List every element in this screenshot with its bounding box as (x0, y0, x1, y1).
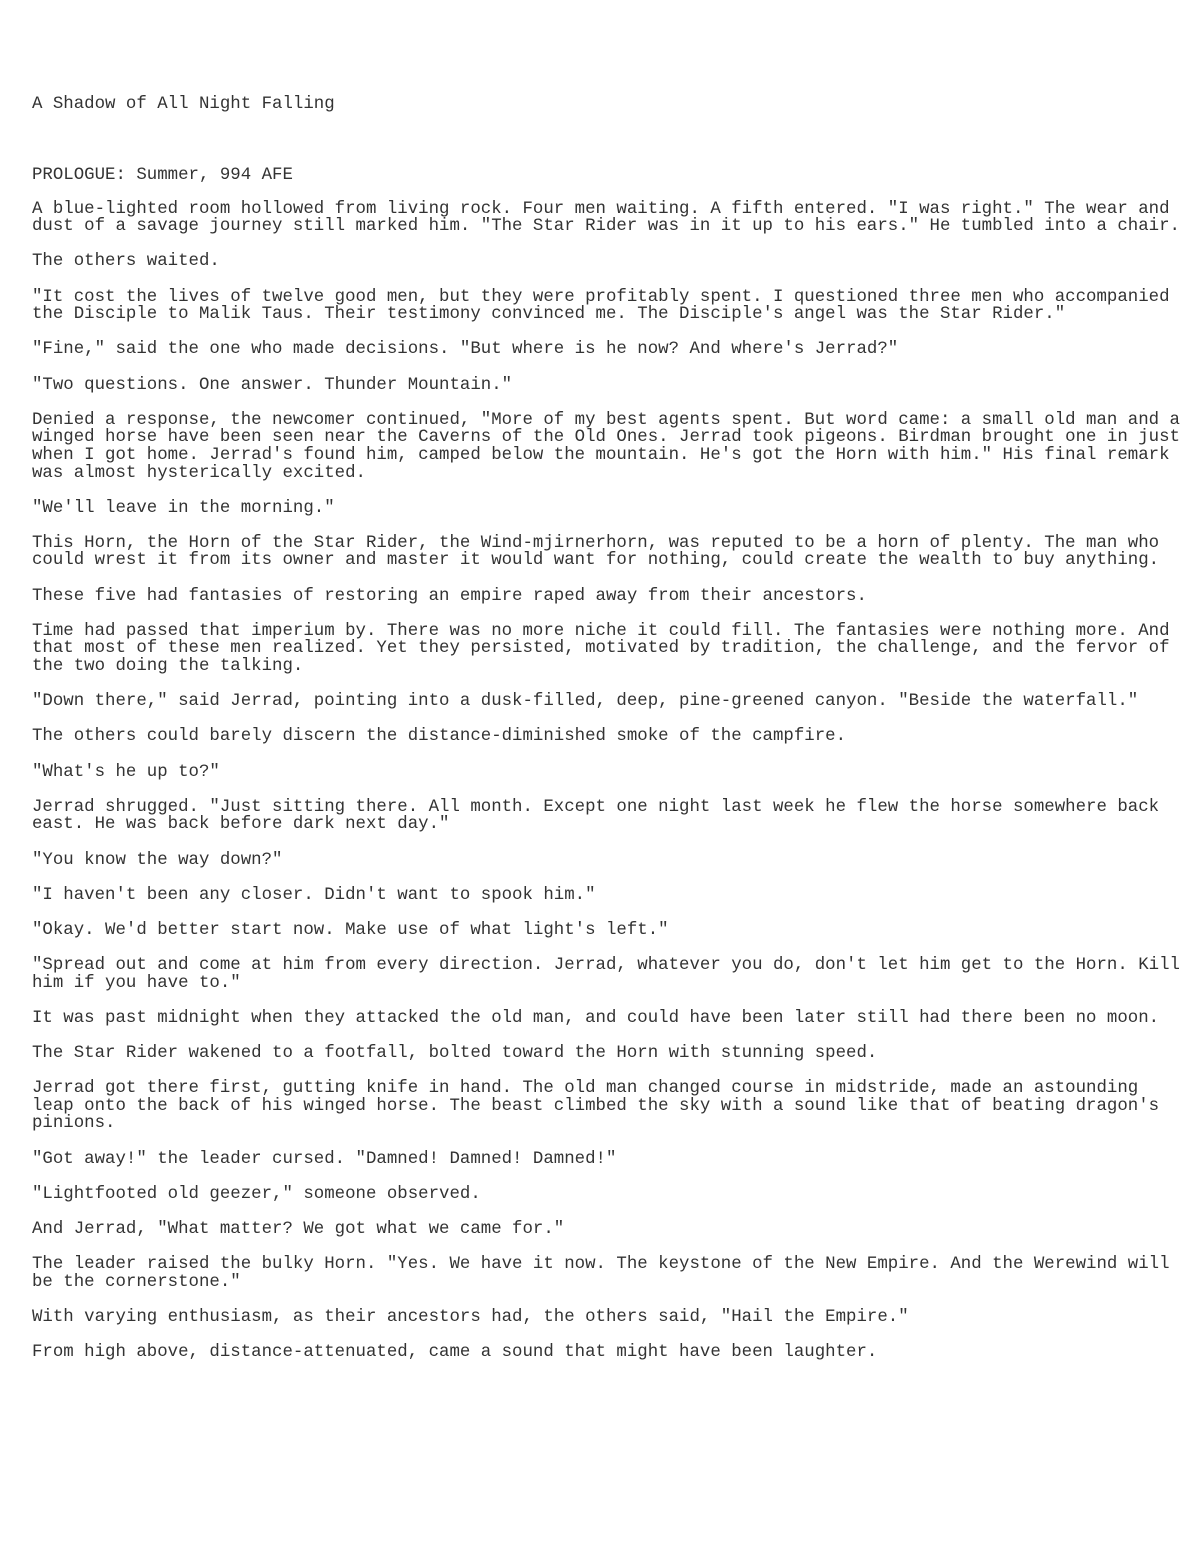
paragraph: Time had passed that imperium by. There was no more niche it could fill. The fantasies were nothing more. And that most of these men realized. Yet they persisted, motivated by tradition, the challenge, and the fervor of the two doing the talking. (32, 621, 1170, 677)
paragraph: The others waited. (32, 252, 220, 272)
paragraph: The leader raised the bulky Horn. "Yes. We have it now. The keystone of the New Empire. And the Werewind will be the cornerstone." (32, 1255, 1170, 1292)
paragraph: "Got away!" the leader cursed. "Damned! Damned! Damned!" (32, 1149, 617, 1169)
paragraph: With varying enthusiasm, as their ancestors had, the others said, "Hail the Empire." (32, 1308, 909, 1327)
body-text (32, 201, 1182, 1362)
paragraph: Jerrad shrugged. "Just sitting there. All month. Except one night last week he flew the horse somewhere back east. He was back before dark next day." (32, 797, 1160, 835)
paragraph: "Lightfooted old geezer," someone observed. (32, 1184, 481, 1204)
paragraph: And Jerrad, "What matter? We got what we came for." (32, 1220, 565, 1240)
paragraph: "Okay. We'd better start now. Make use of what light's left." (32, 920, 669, 940)
document-page (32, 96, 1182, 1362)
paragraph: "Fine," said the one who made decisions. "But where is he now? And where's Jerrad?" (32, 340, 899, 360)
paragraph: A blue-lighted room hollowed from living rock. Four men waiting. A fifth entered. "I was right." The wear and dust of a savage journey still marked him. "The Star Rider was in it up to his ears." He tumbled into a chair. (32, 199, 1180, 237)
paragraph: This Horn, the Horn of the Star Rider, the Wind-mjirnerhorn, was reputed to be a horn of plenty. The man who could wrest it from its owner and master it would want for nothing, could create the wealth to buy anything. (32, 533, 1160, 571)
paragraph: "Down there," said Jerrad, pointing into a dusk-filled, deep, pine-greened canyon. "Beside the waterfall." (32, 692, 1139, 712)
paragraph: "You know the way down?" (32, 850, 283, 870)
paragraph: It was past midnight when they attacked the old man, and could have been later still had there been no moon. (32, 1008, 1160, 1028)
document-title: A Shadow of All Night Falling (32, 95, 335, 114)
paragraph: "What's he up to?" (32, 762, 220, 782)
paragraph: "We'll leave in the morning." (32, 498, 335, 518)
paragraph: The Star Rider wakened to a footfall, bolted toward the Horn with stunning speed. (32, 1044, 878, 1064)
paragraph: "Two questions. One answer. Thunder Mountain." (32, 375, 513, 395)
paragraph: "It cost the lives of twelve good men, but they were profitably spent. I questioned three men who accompanied the Disciple to Malik Taus. Their testimony convinced me. The Disciple's angel was the Star Rider." (32, 287, 1170, 325)
paragraph: The others could barely discern the distance-diminished smoke of the campfire. (32, 727, 847, 747)
paragraph: "I haven't been any closer. Didn't want to spook him." (32, 885, 596, 905)
paragraph: Jerrad got there first, gutting knife in hand. The old man changed course in midstride, made an astounding leap onto the back of his winged horse. The beast climbed the sky with a sound like that of beating dragon's pinions. (32, 1079, 1160, 1134)
paragraph: Denied a response, the newcomer continued, "More of my best agents spent. But word came: a small old man and a winged horse have been seen near the Caverns of the Old Ones. Jerrad took pigeons. Birdman brought one in just when I got home. Jerrad's found him, camped below the mountain. He's got the Horn with him." His final remark was almost hysterically excited. (32, 410, 1180, 483)
paragraph: "Spread out and come at him from every direction. Jerrad, whatever you do, don't let him get to the Horn. Kill him if you have to." (32, 956, 1180, 993)
paragraph: From high above, distance-attenuated, came a sound that might have been laughter. (32, 1343, 878, 1363)
chapter-heading: PROLOGUE: Summer, 994 AFE (32, 166, 293, 185)
paragraph: These five had fantasies of restoring an empire raped away from their ancestors. (32, 586, 867, 606)
